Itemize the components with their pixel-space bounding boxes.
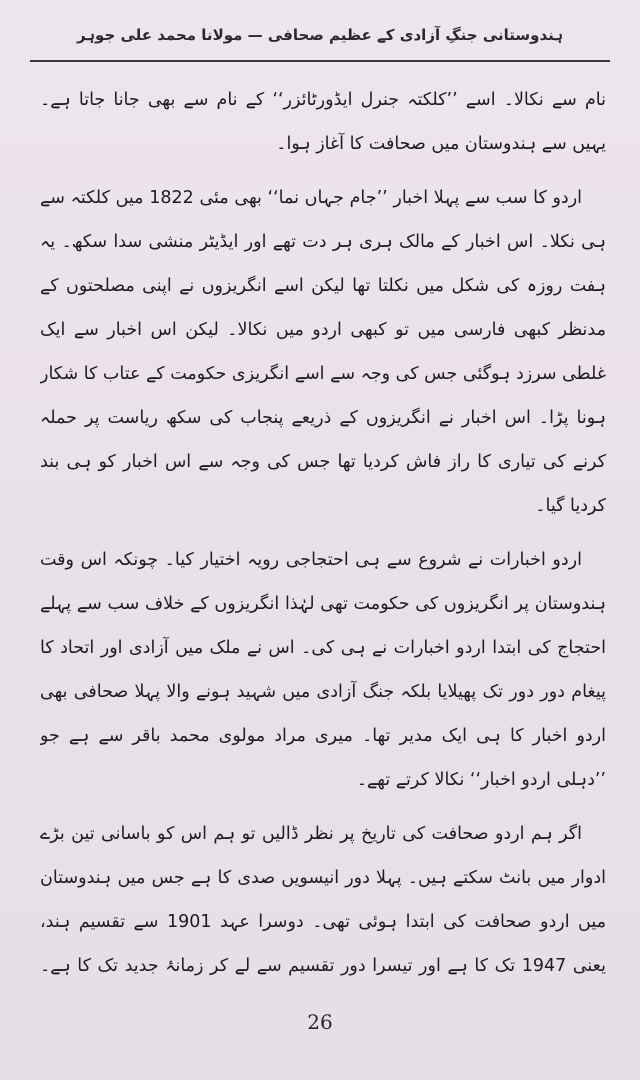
paragraph: نام سے نکالا۔ اسے ’’کلکتہ جنرل ایڈورٹائزر‘‘ کے نام سے بھی جانا جاتا ہے۔ یہیں سے ہندوستان میں صحافت کا آغاز ہوا۔	[40, 90, 606, 154]
paragraph: اگر ہم اردو صحافت کی تاریخ پر نظر ڈالیں تو ہم اس کو باسانی تین بڑے ادوار میں بانٹ سکتے ہیں۔ پہلا دور انیسویں صدی کا ہے جس میں ہندوستان میں اردو صحافت کی ابتدا ہوئی تھی۔ دوسرا عہد 1901 سے تقسیم ہند، یعنی 1947 تک کا ہے اور تیسرا دور تقسیم سے لے کر زمانۂ جدید تک کا ہے۔	[40, 824, 606, 976]
paragraph: اردو اخبارات نے شروع سے ہی احتجاجی رویہ اختیار کیا۔ چونکہ اس وقت ہندوستان پر انگریزوں کی حکومت تھی لہٰذا انگریزوں کے خلاف سب سے پہلے احتجاج کی ابتدا اردو اخبارات نے ہی کی۔ اس نے ملک میں آزادی اور اتحاد کا پیغام دور دور تک پھیلایا بلکہ جنگ آزادی میں شہید ہونے والا پہلا صحافی بھی اردو اخبار کا ہی ایک مدیر تھا۔ میری مراد مولوی محمد باقر سے ہے جو ’’دہلی اردو اخبار‘‘ نکالا کرتے تھے۔	[40, 550, 606, 790]
body-text	[40, 78, 606, 993]
paragraph: اردو کا سب سے پہلا اخبار ’’جام جہاں نما‘‘ بھی مئی 1822 میں کلکتہ سے ہی نکلا۔ اس اخبار کے مالک ہری ہر دت تھے اور ایڈیٹر منشی سدا سکھ۔ یہ ہفت روزہ کی شکل میں نکلتا تھا لیکن اسے انگریزوں نے اپنی مصلحتوں کے مدنظر کبھی فارسی میں تو کبھی اردو میں نکالا۔ لیکن اس اخبار سے ایک غلطی سرزد ہوگئی جس کی وجہ سے اسے انگریزی حکومت کے عتاب کا شکار ہونا پڑا۔ اس اخبار نے انگریزوں کے ذریعے پنجاب کی سکھ ریاست پر حملہ کرنے کی تیاری کا راز فاش کردیا تھا جس کی وجہ سے اس اخبار کو ہی بند کردیا گیا۔	[40, 188, 606, 516]
page-number: 26	[307, 1010, 333, 1034]
running-header: ہندوستانی جنگِ آزادی کے عظیم صحافی — مولانا محمد علی جوہر	[76, 26, 564, 44]
header-divider	[30, 60, 610, 62]
